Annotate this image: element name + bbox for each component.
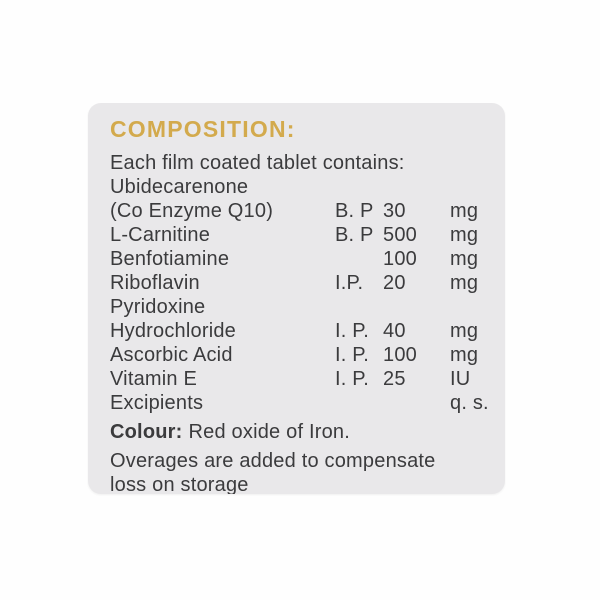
- ingredient-unit: [450, 175, 483, 199]
- table-row: [110, 295, 483, 319]
- ingredient-pharmacopoeia: I. P.: [335, 320, 369, 342]
- ingredient-quantity: [383, 391, 450, 415]
- table-row: [110, 343, 483, 367]
- ingredient-unit: q. s.: [450, 392, 489, 414]
- ingredient-quantity: 100: [383, 248, 417, 270]
- ingredient-name: Hydrochloride: [110, 320, 236, 342]
- ingredient-pharmacopoeia: [335, 391, 383, 415]
- ingredient-pharmacopoeia: B. P: [335, 200, 374, 222]
- table-row: [110, 319, 483, 343]
- composition-label-card: [88, 103, 505, 494]
- ingredient-unit: mg: [450, 344, 479, 366]
- ingredient-quantity: 500: [383, 224, 417, 246]
- ingredient-quantity: 20: [383, 272, 406, 294]
- ingredient-pharmacopoeia: [335, 175, 383, 199]
- table-row: [110, 391, 489, 415]
- contains-subtitle: Each film coated tablet contains:: [110, 152, 405, 174]
- table-row: [110, 271, 483, 295]
- ingredient-unit: IU: [450, 368, 471, 390]
- ingredient-name: Excipients: [110, 392, 204, 414]
- ingredient-pharmacopoeia: I. P.: [335, 344, 369, 366]
- ingredient-quantity: 100: [383, 344, 417, 366]
- ingredient-quantity: 30: [383, 200, 406, 222]
- ingredient-name: Ascorbic Acid: [110, 344, 233, 366]
- ingredient-unit: mg: [450, 224, 479, 246]
- table-row: [110, 199, 483, 223]
- ingredients-table: [110, 175, 489, 415]
- ingredient-quantity: [383, 295, 450, 319]
- ingredient-unit: [450, 295, 483, 319]
- ingredient-quantity: 25: [383, 368, 406, 390]
- ingredient-name: Benfotiamine: [110, 248, 230, 270]
- table-row: [110, 367, 483, 391]
- overages-note: [110, 449, 483, 494]
- ingredient-name: (Co Enzyme Q10): [110, 200, 274, 222]
- table-row: [110, 223, 483, 247]
- ingredient-unit: mg: [450, 272, 479, 294]
- ingredient-name: Vitamin E: [110, 368, 198, 390]
- ingredient-unit: mg: [450, 248, 479, 270]
- colour-value: Red oxide of Iron.: [188, 421, 350, 443]
- overages-line-2: loss on storage: [110, 474, 249, 494]
- table-row: [110, 175, 483, 199]
- colour-label: Colour:: [110, 421, 183, 443]
- ingredient-quantity: 40: [383, 320, 406, 342]
- ingredient-name: L-Carnitine: [110, 224, 211, 246]
- overages-line-1: Overages are added to compensate: [110, 450, 436, 472]
- ingredient-pharmacopoeia: I.P.: [335, 272, 364, 294]
- ingredient-unit: mg: [450, 320, 479, 342]
- ingredient-name: Riboflavin: [110, 272, 200, 294]
- ingredient-name: Pyridoxine: [110, 296, 206, 318]
- ingredient-pharmacopoeia: I. P.: [335, 368, 369, 390]
- ingredient-quantity: [383, 175, 450, 199]
- colour-line: [110, 420, 483, 444]
- ingredient-unit: mg: [450, 200, 479, 222]
- ingredient-pharmacopoeia: [335, 295, 383, 319]
- composition-title: COMPOSITION:: [110, 116, 296, 142]
- ingredient-pharmacopoeia: [335, 247, 383, 271]
- table-row: [110, 247, 483, 271]
- ingredient-name: Ubidecarenone: [110, 176, 249, 198]
- ingredient-pharmacopoeia: B. P: [335, 224, 374, 246]
